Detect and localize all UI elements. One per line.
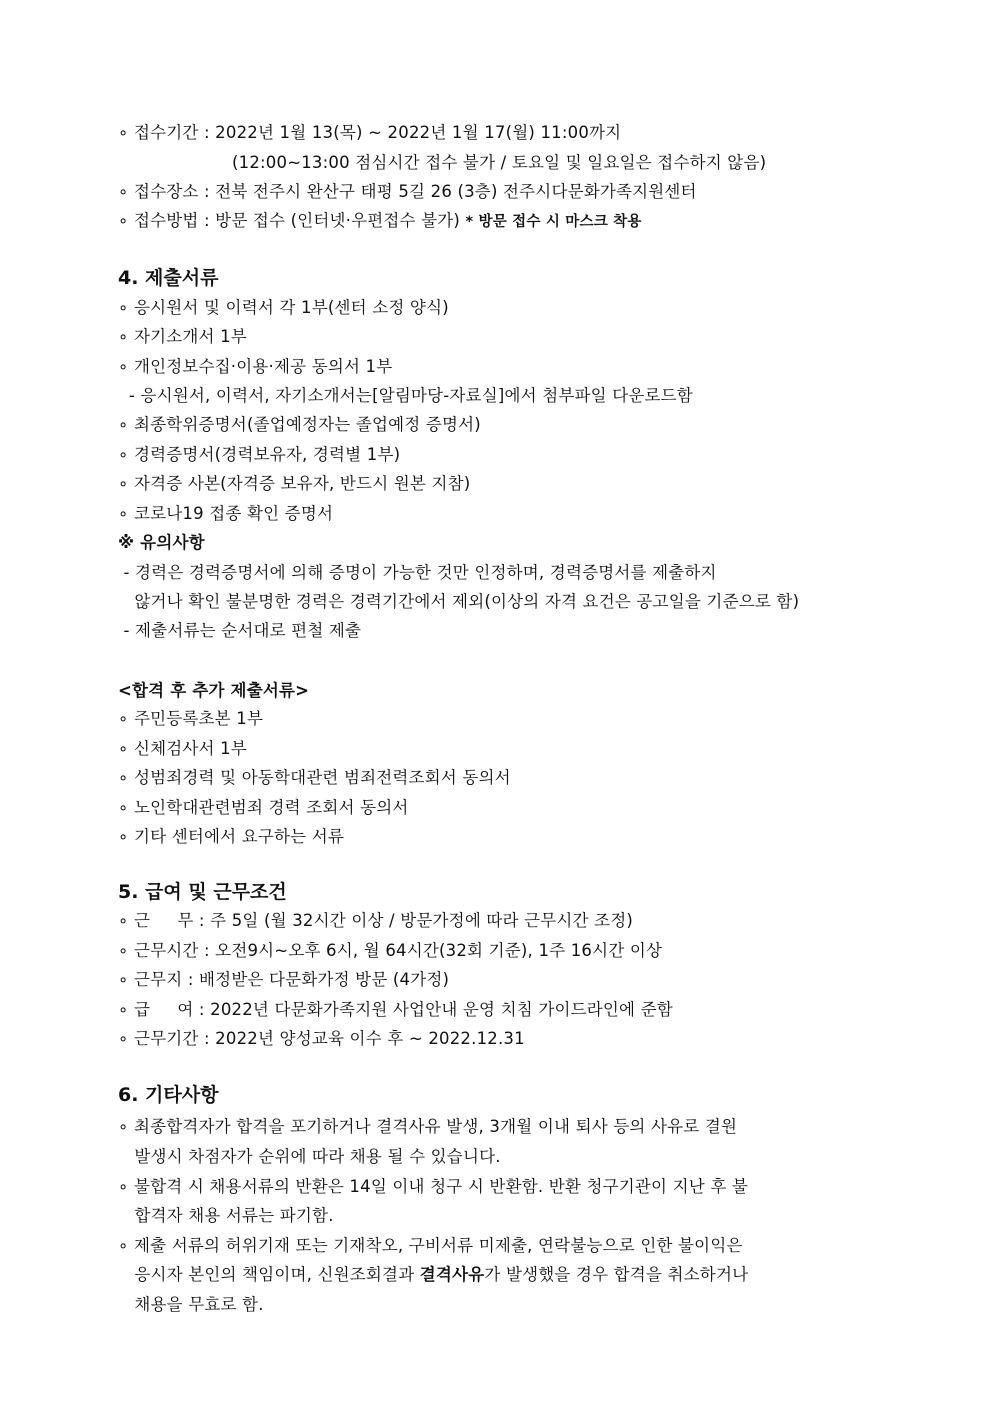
section-4-item: ∘ 코로나19 접종 확인 증명서 — [118, 504, 334, 523]
section-4-subitem: - 응시원서, 이력서, 자기소개서는[알림마당-자료실]에서 첨부파일 다운로드함 — [118, 386, 693, 405]
section-5-item: ∘ 급 여 : 2022년 다문화가족지원 사업안내 운영 치침 가이드라인에 준함 — [118, 1000, 673, 1019]
section-5-title: 5. 급여 및 근무조건 — [118, 881, 287, 903]
notice-title: ※ 유의사항 — [118, 533, 205, 552]
section-6-p3-text-b: 가 발생했을 경우 합격을 취소하거나 — [484, 1265, 749, 1284]
notice-line: 않거나 확인 불분명한 경력은 경력기간에서 제외(이상의 자격 요건은 공고일을 기준으로 함) — [118, 592, 800, 611]
section-6-paragraph-2-line: ∘ 불합격 시 채용서류의 반환은 14일 이내 청구 시 반환함. 반환 청구기관이 지난 후 불 — [118, 1177, 749, 1196]
section-6-title: 6. 기타사항 — [118, 1084, 219, 1106]
notice-line: - 경력은 경력증명서에 의해 증명이 가능한 것만 인정하며, 경력증명서를 제출하지 — [118, 563, 717, 582]
extra-docs-item: ∘ 성범죄경력 및 아동학대관련 범죄전력조회서 동의서 — [118, 768, 511, 787]
section-6-paragraph-3-line: 채용을 무효로 함. — [118, 1295, 264, 1314]
reception-method-mask-note: * 방문 접수 시 마스크 착용 — [465, 214, 642, 230]
section-5-item: ∘ 근무기간 : 2022년 양성교육 이수 후 ~ 2022.12.31 — [118, 1029, 525, 1048]
section-5-item: ∘ 근무지 : 배정받은 다문화가정 방문 (4가정) — [118, 970, 450, 989]
section-4-item: ∘ 최종학위증명서(졸업예정자는 졸업예정 증명서) — [118, 415, 481, 434]
reception-place: ∘ 접수장소 : 전북 전주시 완산구 태평 5길 26 (3층) 전주시다문화가족지원센터 — [118, 182, 697, 201]
extra-docs-title: <합격 후 추가 제출서류> — [118, 681, 310, 700]
extra-docs-item: ∘ 신체검사서 1부 — [118, 739, 247, 758]
section-4-item: ∘ 자격증 사본(자격증 보유자, 반드시 원본 지참) — [118, 474, 471, 493]
section-6-paragraph-1-line: ∘ 최종합격자가 합격을 포기하거나 결격사유 발생, 3개월 이내 퇴사 등의 사유로 결원 — [118, 1117, 738, 1136]
section-6-paragraph-3-line — [118, 1264, 748, 1286]
extra-docs-item: ∘ 주민등록초본 1부 — [118, 709, 264, 728]
section-6-paragraph-3-line: ∘ 제출 서류의 허위기재 또는 기재착오, 구비서류 미제출, 연락불능으로 인한 불이익은 — [118, 1236, 743, 1255]
reception-method — [118, 210, 642, 233]
reception-method-text: ∘ 접수방법 : 방문 접수 (인터넷·우편접수 불가) — [118, 211, 466, 230]
section-6-p3-text-a: 응시자 본인의 책임이며, 신원조회결과 — [118, 1265, 420, 1284]
section-6-paragraph-1-line: 발생시 차점자가 순위에 따라 채용 될 수 있습니다. — [118, 1147, 501, 1166]
extra-docs-item: ∘ 기타 센터에서 요구하는 서류 — [118, 827, 344, 846]
section-6-p3-bold: 결격사유 — [419, 1265, 485, 1284]
section-4-item: ∘ 개인정보수집·이용·제공 동의서 1부 — [118, 357, 393, 376]
notice-line: - 제출서류는 순서대로 편철 제출 — [118, 621, 362, 640]
section-4-item: ∘ 응시원서 및 이력서 각 1부(센터 소정 양식) — [118, 298, 449, 317]
section-5-item: ∘ 근 무 : 주 5일 (월 32시간 이상 / 방문가정에 따라 근무시간 조정) — [118, 911, 634, 930]
section-5-item: ∘ 근무시간 : 오전9시~오후 6시, 월 64시간(32회 기준), 1주 16시간 이상 — [118, 941, 663, 960]
reception-period: ∘ 접수기간 : 2022년 1월 13(목) ~ 2022년 1월 17(월) 11:00까지 — [118, 123, 622, 142]
section-4-item: ∘ 자기소개서 1부 — [118, 327, 247, 346]
section-4-title: 4. 제출서류 — [118, 267, 219, 289]
section-6-paragraph-2-line: 합격자 채용 서류는 파기함. — [118, 1206, 334, 1225]
section-4-item: ∘ 경력증명서(경력보유자, 경력별 1부) — [118, 445, 401, 464]
reception-period-note: (12:00~13:00 점심시간 접수 불가 / 토요일 및 일요일은 접수하지 않음) — [232, 153, 767, 172]
extra-docs-item: ∘ 노인학대관련범죄 경력 조회서 동의서 — [118, 798, 409, 817]
